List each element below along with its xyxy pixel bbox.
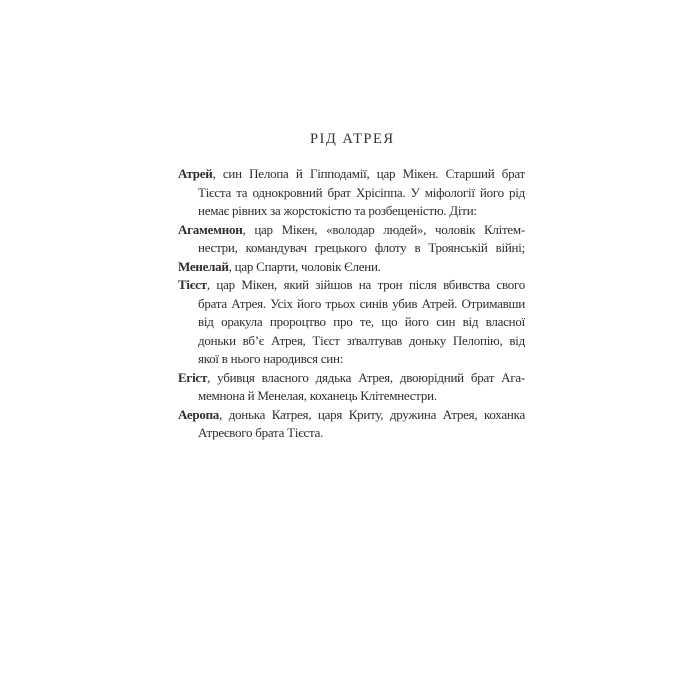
entry-line xyxy=(178,295,525,314)
glossary-entry xyxy=(178,369,525,406)
entry-line xyxy=(178,424,525,443)
entry-line xyxy=(178,332,525,351)
entry-line xyxy=(178,165,525,184)
entry-line-text: , донька Катрея, царя Криту, дружина Атрея, коханка xyxy=(219,406,525,422)
entry-line xyxy=(178,406,525,425)
entry-line-text: нестри, командувач грецького флоту в Троянській війні; xyxy=(198,240,525,255)
entry-line-text: , цар Мікен, який зійшов на трон після вбивства свого xyxy=(206,277,525,292)
entry-line-text: , цар Спарти, чоловік Єлени. xyxy=(228,258,381,274)
entry-line xyxy=(178,202,525,221)
glossary-entry xyxy=(178,406,525,443)
glossary-list xyxy=(178,165,525,443)
page-title: РІД АТРЕЯ xyxy=(309,131,395,147)
entry-line xyxy=(178,184,525,203)
entry-line xyxy=(178,239,525,258)
entry-line xyxy=(178,387,525,406)
entry-line-text: доньки вб’є Атрея, Тієст зґвалтував доньку Пелопію, від xyxy=(198,332,525,348)
entry-line xyxy=(178,350,525,369)
entry-term: Агамемнон xyxy=(178,221,243,237)
entry-line-text: немає рівних за жорстокістю та розбещеністю. Діти: xyxy=(198,203,477,218)
glossary-entry xyxy=(178,221,525,258)
entry-line-text: якої в нього народився син: xyxy=(198,351,344,366)
glossary-entry xyxy=(178,276,525,369)
entry-line-text: , син Пелопа й Гіпподамії, цар Мікен. Старший брат xyxy=(212,166,525,181)
entry-term: Тієст xyxy=(178,277,207,292)
entry-term: Менелай xyxy=(178,258,229,274)
glossary-entry xyxy=(178,258,525,277)
entry-line-text: Атреєвого брата Тієста. xyxy=(198,425,324,440)
entry-line-text: брата Атрея. Усіх його трьох синів убив Атрей. Отримавши xyxy=(198,295,525,311)
entry-term: Атрей xyxy=(178,166,213,181)
entry-line-text: від оракула пророцтво про те, що його син від власної xyxy=(198,314,525,329)
entry-term: Егіст xyxy=(178,369,208,385)
entry-line xyxy=(178,258,525,277)
glossary-entry xyxy=(178,165,525,221)
entry-line-text: Тієста та однокровний брат Хрісіппа. У міфології його рід xyxy=(198,184,525,200)
entry-line xyxy=(178,221,525,240)
entry-line xyxy=(178,276,525,295)
entry-line xyxy=(178,369,525,388)
entry-line-text: , убивця власного дядька Атрея, двоюрідний брат Ага- xyxy=(207,369,525,385)
entry-term: Аеропа xyxy=(178,406,220,422)
entry-line xyxy=(178,313,525,332)
entry-line-text: , цар Мікен, «володар людей», чоловік Клітем- xyxy=(242,221,525,237)
entry-line-text: мемнона й Менелая, коханець Клітемнестри. xyxy=(198,388,437,403)
